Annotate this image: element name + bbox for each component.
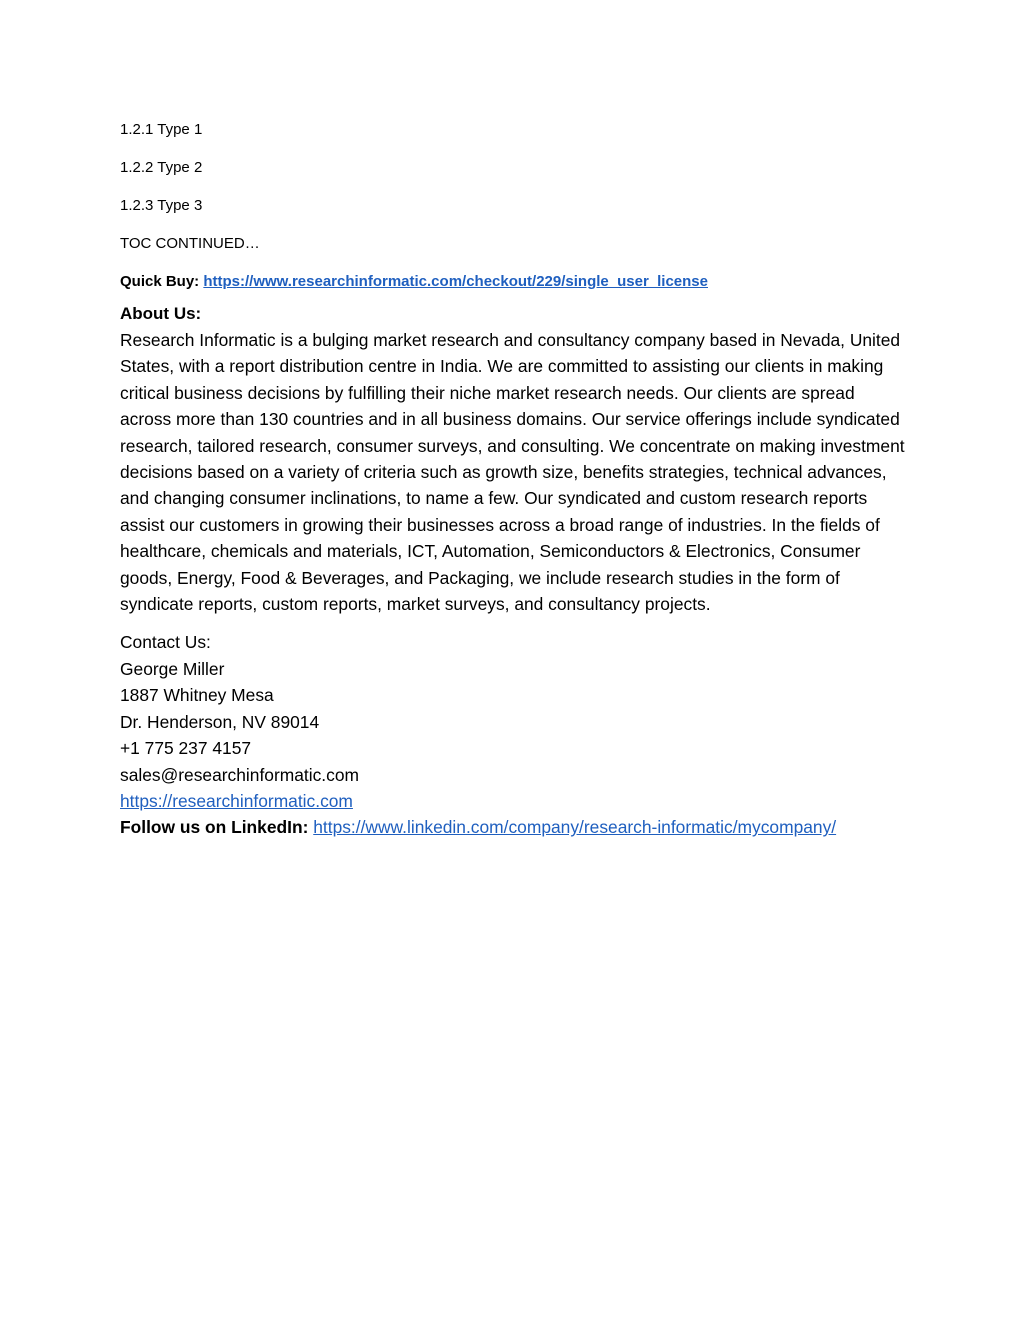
linkedin-label: Follow us on LinkedIn: xyxy=(120,817,309,838)
contact-website-line xyxy=(120,788,920,814)
contact-address-line-2: Dr. Henderson, NV 89014 xyxy=(120,711,320,732)
contact-address-line-1: 1887 Whitney Mesa xyxy=(120,685,274,706)
quick-buy-label: Quick Buy: xyxy=(120,273,200,290)
quick-buy-link[interactable]: https://www.researchinformatic.com/checkout/229/single_user_license xyxy=(203,273,708,290)
linkedin-link[interactable]: https://www.linkedin.com/company/research-informatic/mycompany/ xyxy=(313,817,837,838)
quick-buy-line xyxy=(120,272,920,292)
about-us-heading: About Us: xyxy=(120,304,202,323)
toc-continued: TOC CONTINUED… xyxy=(120,235,260,252)
website-link[interactable]: https://researchinformatic.com xyxy=(120,790,353,811)
contact-heading: Contact Us: xyxy=(120,632,211,653)
contact-name: George Miller xyxy=(120,658,225,679)
toc-item-type-3: 1.2.3 Type 3 xyxy=(120,197,203,214)
toc-item-type-1: 1.2.1 Type 1 xyxy=(120,121,203,138)
about-us-body: Research Informatic is a bulging market research and consultancy company based in Nevada, United States, with a report distribution centre in India. We are committed to assisting our clients in making critical business decisions by fulfilling their niche market research needs. Our clients are spread across more than 130 countries and in all business domains. Our service offerings include syndicated research, tailored research, consumer surveys, and consulting. We concentrate on making investment decisions based on a variety of criteria such as growth size, benefits strategies, technical advances, and changing consumer inclinations, to name a few. Our syndicated and custom research reports assist our customers in growing their businesses across a broad range of industries. In the fields of healthcare, chemicals and materials, ICT, Automation, Semiconductors & Electronics, Consumer goods, Energy, Food & Beverages, and Packaging, we include research studies in the form of syndicate reports, custom reports, market surveys, and consultancy projects. xyxy=(120,330,905,615)
contact-email: sales@researchinformatic.com xyxy=(120,764,359,785)
document-page xyxy=(120,120,920,841)
toc-item-type-2: 1.2.2 Type 2 xyxy=(120,159,203,176)
contact-block xyxy=(120,629,920,840)
linkedin-line xyxy=(120,814,920,840)
contact-phone: +1 775 237 4157 xyxy=(120,738,252,759)
